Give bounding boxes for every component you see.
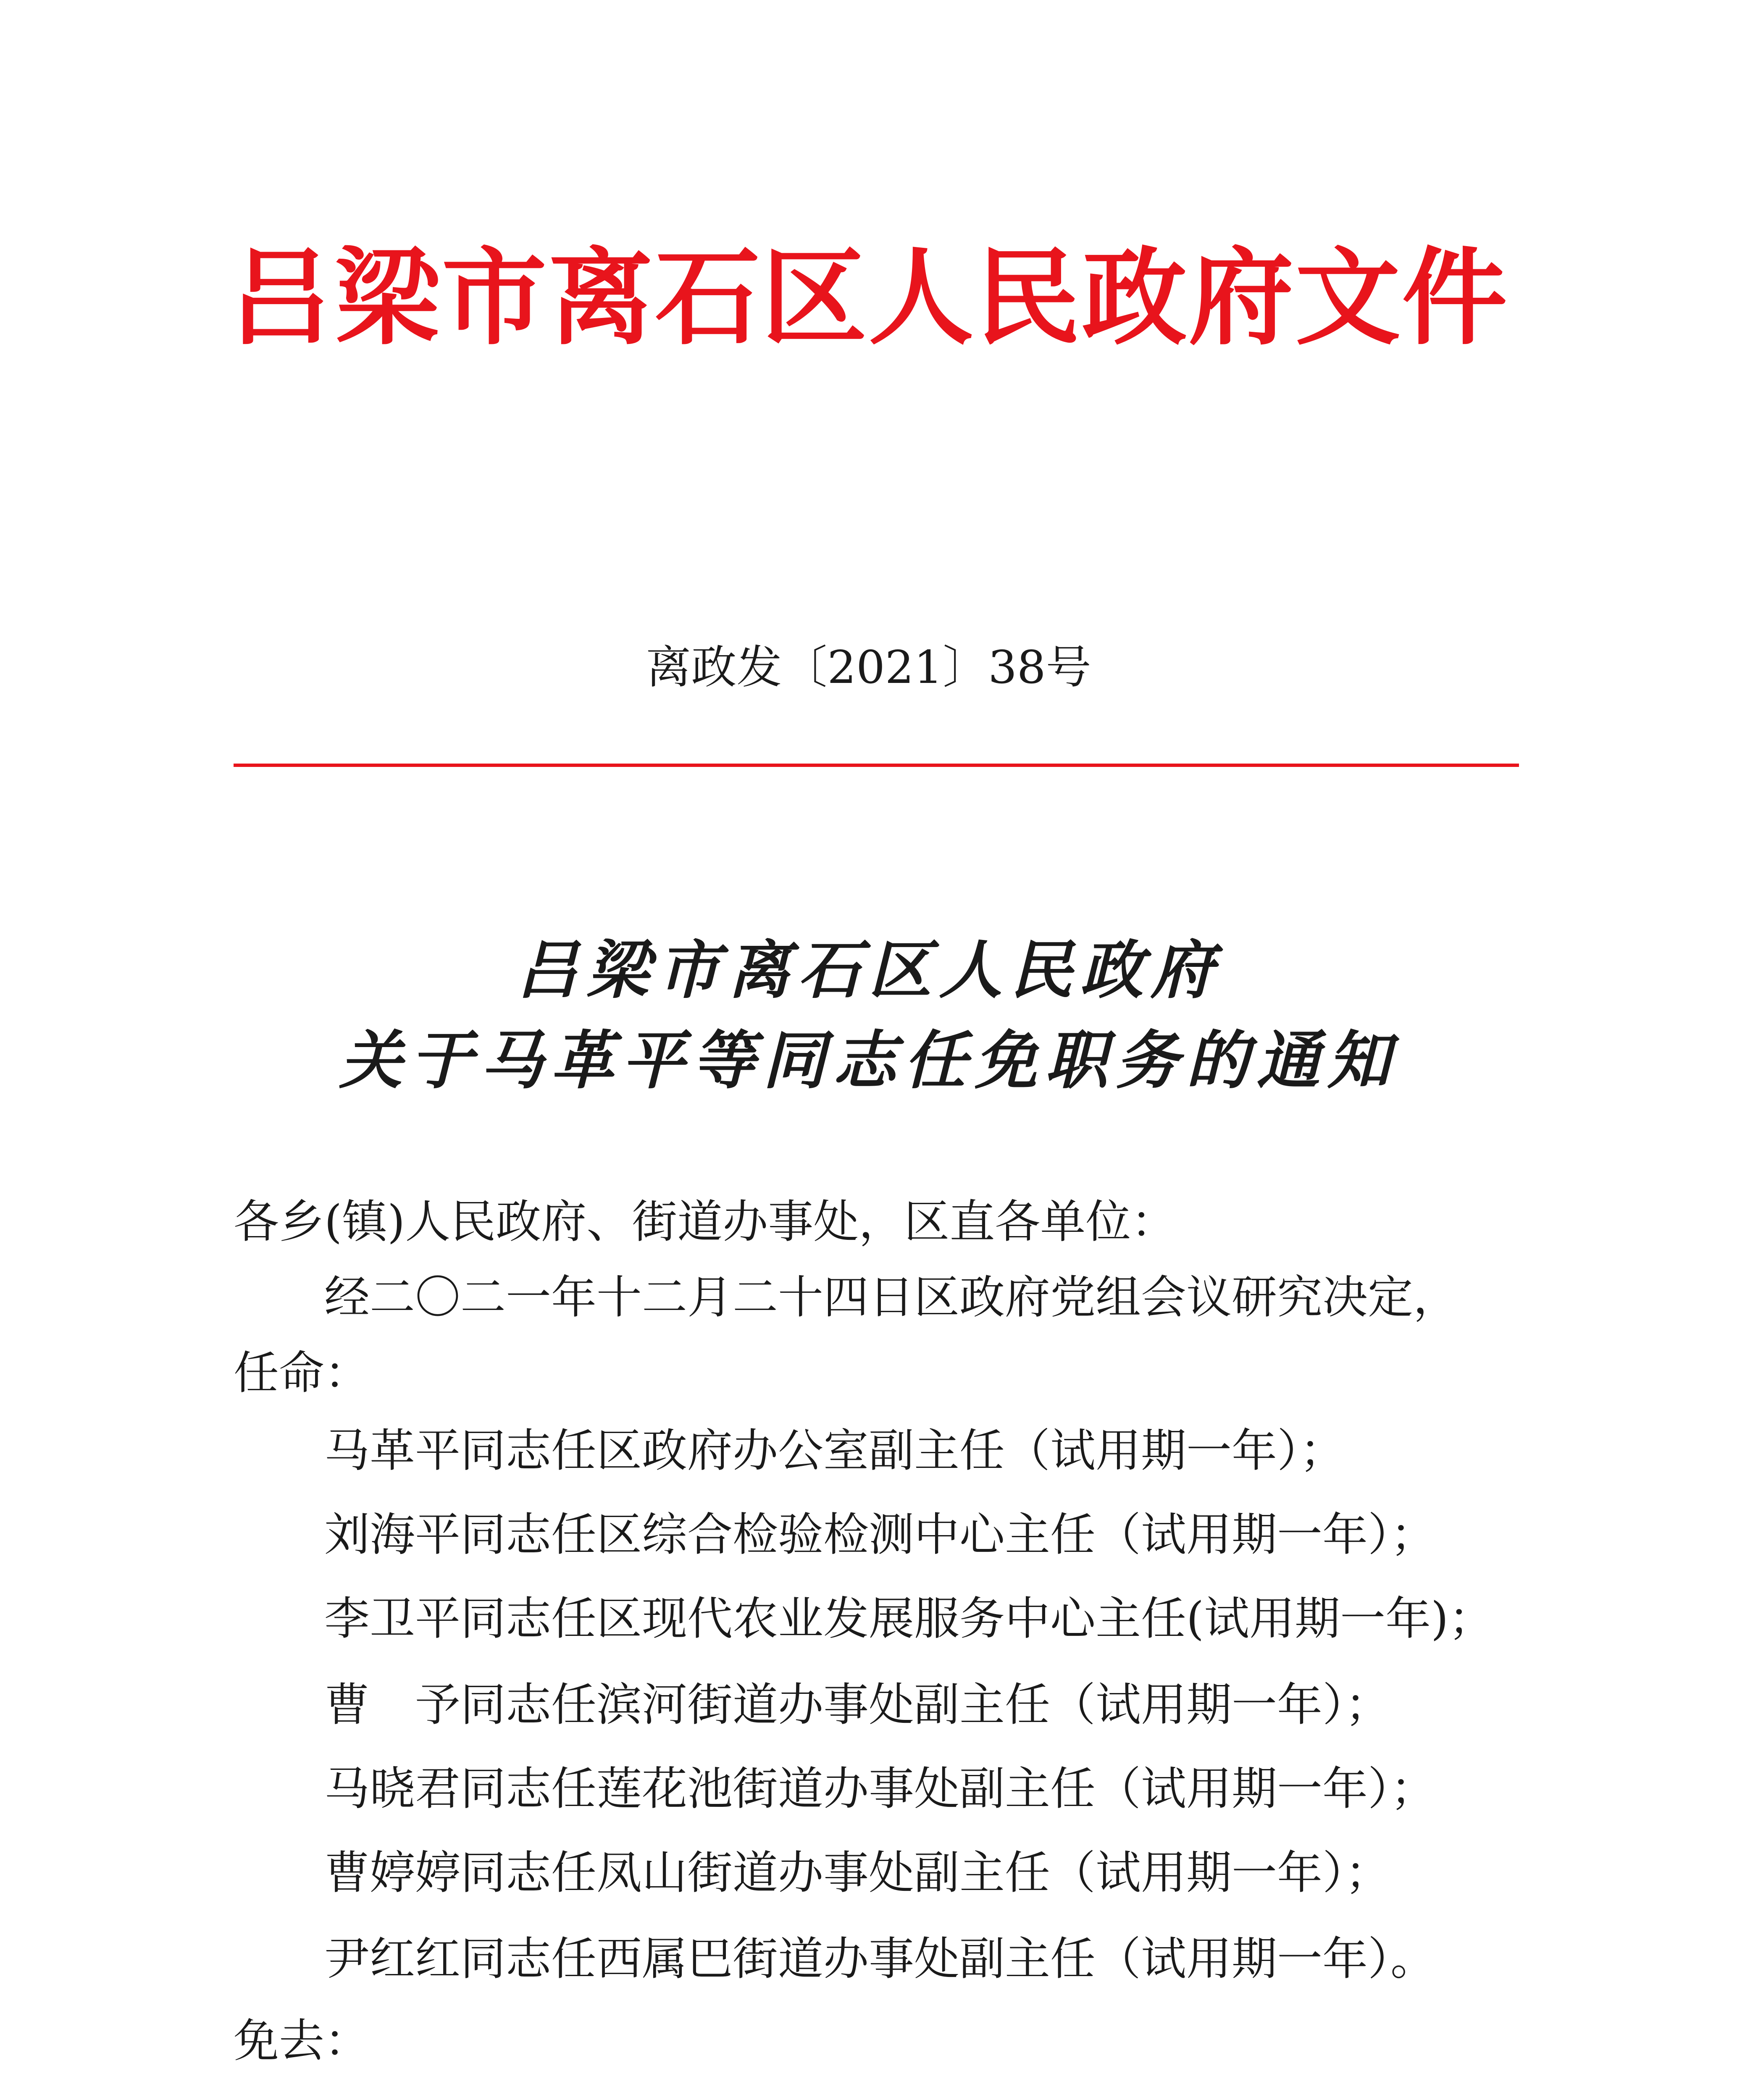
intro-paragraph-line-1: 经二〇二一年十二月二十四日区政府党组会议研究决定， (324, 1271, 1459, 1324)
red-separator-line (234, 764, 1519, 767)
document-masthead: 吕梁市离石区人民政府文件 (228, 237, 1509, 359)
appointment-item: 曹婷婷同志任凤山街道办事处副主任（试用期一年）； (324, 1847, 1391, 1899)
appointment-item: 李卫平同志任区现代农业发展服务中心主任(试用期一年)； (324, 1593, 1494, 1645)
document-number: 离政发〔2021〕38号 (646, 641, 1091, 694)
salutation: 各乡(镇)人民政府、街道办事处，区直各单位： (234, 1196, 1177, 1248)
document-title-line-1: 吕梁市离石区人民政府 (515, 933, 1222, 1007)
appointment-item: 尹红红同志任西属巴街道办事处副主任（试用期一年）。 (324, 1933, 1436, 1985)
document-title-line-2: 关于马革平等同志任免职务的通知 (339, 1024, 1398, 1097)
appointment-item: 刘海平同志任区综合检验检测中心主任（试用期一年）； (324, 1509, 1436, 1561)
intro-paragraph-line-2: 任命： (234, 1347, 370, 1399)
appointment-item: 曹 予同志任滨河街道办事处副主任（试用期一年）； (324, 1679, 1391, 1731)
removal-heading: 免去： (234, 2015, 370, 2067)
appointment-item: 马革平同志任区政府办公室副主任（试用期一年）； (324, 1425, 1345, 1477)
appointment-item: 马晓君同志任莲花池街道办事处副主任（试用期一年）； (324, 1763, 1436, 1815)
